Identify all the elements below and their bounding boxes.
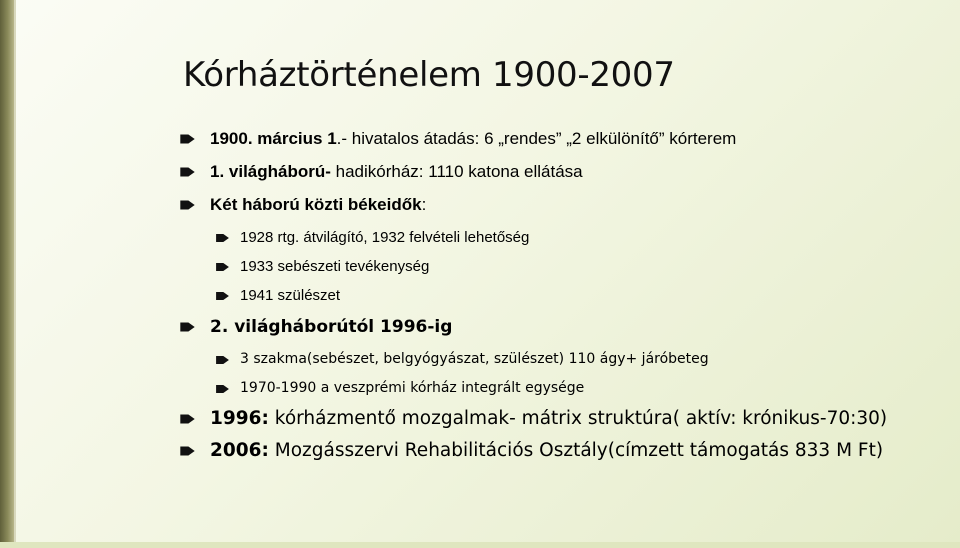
sub-item-3-szakma (180, 345, 950, 374)
bullet-item-ww2 (180, 310, 950, 343)
bullet-item-text: .- hivatalos átadás: 6 „rendes” „2 elkülönítő” kórterem (336, 129, 737, 148)
sub-item-text: 1941 szülészet (240, 287, 341, 304)
bullet-item-bold: 2. világháborútól 1996-ig (210, 317, 453, 337)
sub-item-text: 1928 rtg. átvilágító, 1932 felvételi lehetőség (240, 229, 530, 246)
right-arrow-bullet-icon (180, 200, 195, 209)
right-arrow-bullet-icon (216, 234, 229, 242)
sub-item-1970-1990 (180, 374, 950, 403)
slide-title: Kórháztörténelem 1900-2007 (183, 55, 675, 95)
right-arrow-bullet-icon (180, 447, 195, 456)
bullet-item-bold: 1996: (210, 408, 269, 429)
left-accent-edge (14, 0, 16, 548)
bullet-item-text: Mozgásszervi Rehabilitációs Osztály(címzett támogatás 833 M Ft) (268, 440, 884, 461)
bottom-strip (0, 542, 960, 548)
right-arrow-bullet-icon (216, 356, 229, 364)
left-accent-bar (0, 0, 14, 548)
bullet-item-bold: 1. világháború- (210, 162, 331, 181)
sub-item-1928 (180, 223, 950, 252)
bullet-item-ww1 (180, 155, 950, 188)
bullet-item-bold: Két háború közti békeidők (210, 195, 422, 214)
bullet-item-2006 (180, 435, 950, 467)
bullet-item-1996 (180, 403, 950, 435)
sub-item-1941 (180, 281, 950, 310)
bullet-item-text: : (421, 195, 427, 214)
right-arrow-bullet-icon (180, 415, 195, 424)
bullet-item-interwar (180, 188, 950, 221)
bullet-list (180, 122, 950, 467)
sub-item-1933 (180, 252, 950, 281)
bullet-item-text: hadikórház: 1110 katona ellátása (330, 162, 583, 181)
bullet-item-bold: 1900. március 1 (210, 129, 337, 148)
bullet-item-bold: 2006: (210, 440, 269, 461)
right-arrow-bullet-icon (180, 167, 195, 176)
right-arrow-bullet-icon (216, 385, 229, 393)
bullet-item-text: kórházmentő mozgalmak- mátrix struktúra( aktív: krónikus-70:30) (268, 408, 888, 429)
right-arrow-bullet-icon (216, 263, 229, 271)
sub-item-text: 3 szakma(sebészet, belgyógyászat, szülészet) 110 ágy+ járóbeteg (240, 351, 709, 367)
right-arrow-bullet-icon (180, 322, 195, 331)
sub-item-text: 1933 sebészeti tevékenység (240, 258, 430, 275)
sub-item-text: 1970-1990 a veszprémi kórház integrált egysége (240, 380, 585, 396)
right-arrow-bullet-icon (180, 134, 195, 143)
right-arrow-bullet-icon (216, 292, 229, 300)
bullet-item-1900 (180, 122, 950, 155)
